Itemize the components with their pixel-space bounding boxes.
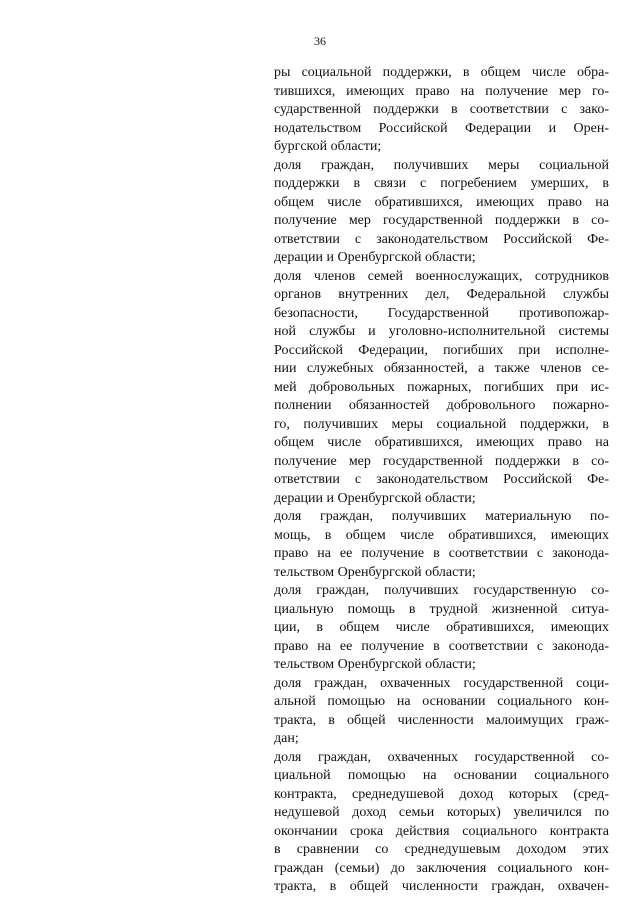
text-line: Российской Федерации, погибших при исполне- [274, 342, 609, 358]
text-line: доля граждан, охваченных государственной со- [274, 749, 609, 765]
text-line: го, получивших меры социальной поддержки, в [274, 416, 609, 432]
text-line: ной службы и уголовно-исполнительной системы [274, 324, 609, 339]
text-line: циальной помощью на основании социального [274, 768, 609, 783]
text-line: поддержки в связи с погребением умерших, в [274, 176, 609, 191]
text-line: тракта, в общей численности малоимущих граж- [274, 712, 609, 728]
text-line: ции, в общем числе обратившихся, имеющих [274, 620, 609, 635]
text-line: в сравнении со среднедушевым доходом этих [274, 842, 609, 857]
text-line: органов внутренних дел, Федеральной службы [274, 287, 609, 302]
text-line: полнении обязанностей добровольного пожарно- [274, 398, 609, 413]
page-number: 36 [314, 34, 326, 48]
text-line: нодательством Российской Федерации и Орен- [274, 120, 609, 136]
text-line: доля граждан, получивших меры социальной [274, 157, 609, 173]
text-line: недушевой доход семьи которых) увеличился по [274, 805, 609, 820]
text-line: мей добровольных пожарных, погибших при ис- [274, 379, 609, 395]
text-line: доля граждан, получивших материальную по- [274, 509, 609, 524]
text-line: альной помощью на основании социального кон- [274, 694, 609, 709]
text-line: нии служебных обязанностей, а также членов се- [274, 361, 609, 376]
text-line: получение мер государственной поддержки в со- [274, 213, 609, 228]
text-line: бургской области; [274, 139, 382, 154]
text-line: общем числе обратившихся, имеющих право на [274, 194, 609, 210]
text-line: право на ее получение в соответствии с законода- [274, 638, 609, 654]
text-line: тельством Оренбургской области; [274, 564, 476, 580]
text-line: контракта, среднедушевой доход которых (сред- [274, 786, 609, 802]
text-line: окончании срока действия социального контракта [274, 823, 609, 839]
text-line: мощь, в общем числе обратившихся, имеющих [274, 527, 609, 543]
text-line: циальную помощь в трудной жизненной ситуа- [274, 601, 609, 617]
text-line: доля членов семей военнослужащих, сотрудников [274, 268, 609, 284]
text-line: граждан (семьи) до заключения социального кон- [274, 860, 609, 876]
text-line: ответствии с законодательством Российской Фе- [274, 231, 609, 247]
text-line: безопасности, Государственной противопожар- [274, 305, 609, 321]
text-line: ры социальной поддержки, в общем числе обра- [274, 65, 609, 80]
text-line: сударственной поддержки в соответствии с зако- [274, 102, 609, 117]
text-line: ответствии с законодательством Российской Фе- [274, 472, 609, 487]
text-line: право на ее получение в соответствии с законода- [274, 546, 609, 561]
text-line: общем числе обратившихся, имеющих право на [274, 435, 609, 450]
text-line: тельством Оренбургской области; [274, 657, 476, 672]
text-line: доля граждан, получивших государственную со- [274, 583, 609, 598]
text-line: получение мер государственной поддержки в со- [274, 453, 609, 469]
text-line: доля граждан, охваченных государственной соци- [274, 675, 609, 691]
text-line: дан; [274, 731, 299, 746]
text-column [274, 64, 609, 897]
text-line: тракта, в общей численности граждан, охвачен- [274, 879, 609, 894]
text-line: дерации и Оренбургской области; [274, 250, 476, 265]
text-line: дерации и Оренбургской области; [274, 490, 476, 506]
text-line: тившихся, имеющих право на получение мер го- [274, 83, 609, 99]
